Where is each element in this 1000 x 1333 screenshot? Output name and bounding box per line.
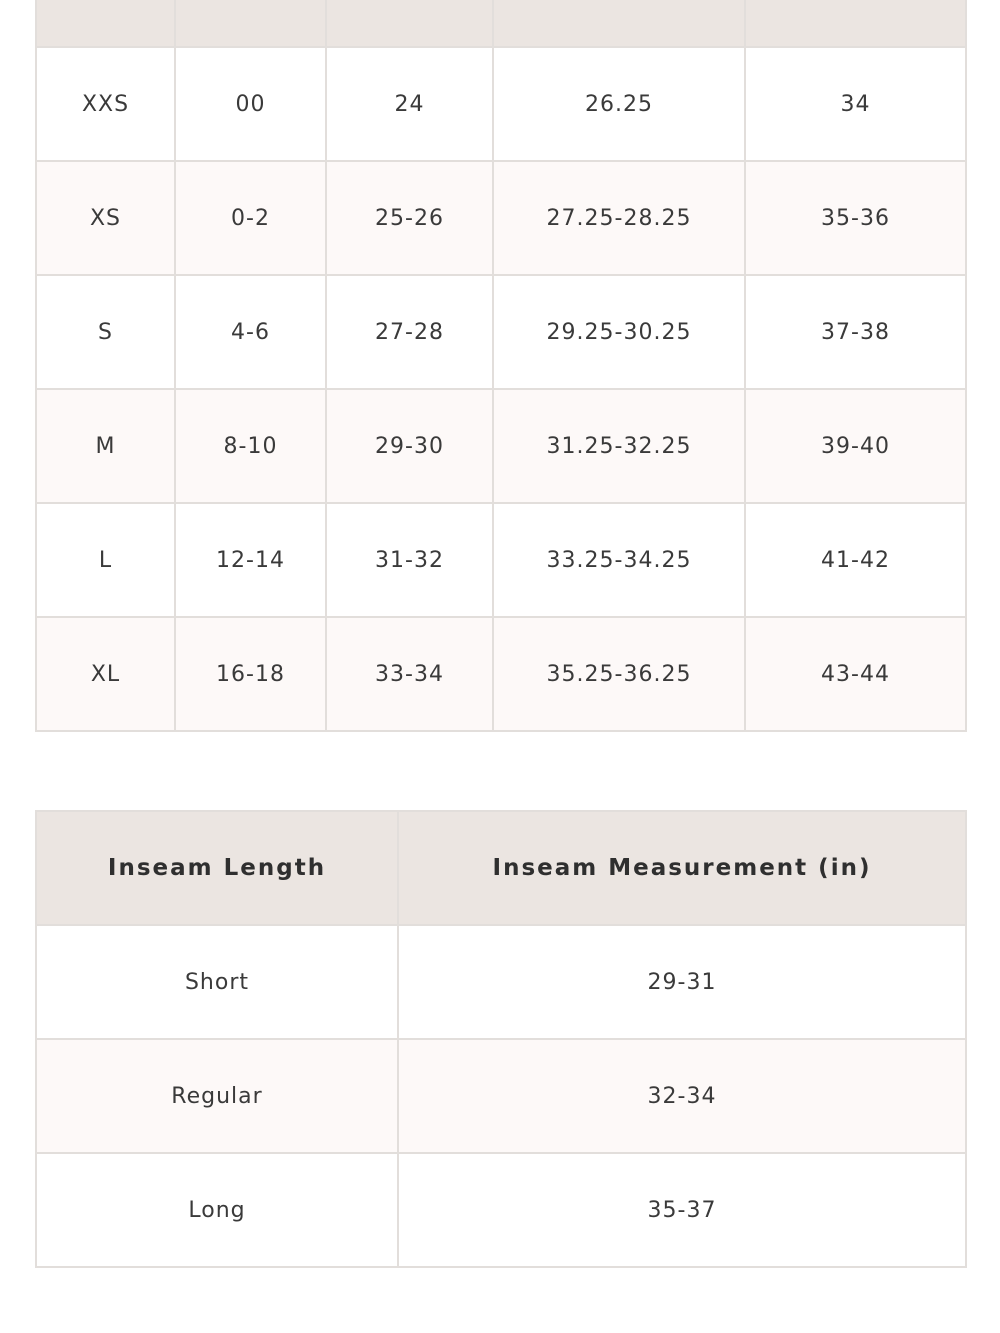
hip-cell: 43-44 <box>745 617 966 731</box>
inseam-measurement-cell: 35-37 <box>398 1153 966 1267</box>
measurement-cell: 35.25-36.25 <box>493 617 745 731</box>
table-row <box>36 1039 966 1153</box>
size-cell: M <box>36 389 175 503</box>
table-row <box>36 47 966 161</box>
table-row <box>36 389 966 503</box>
measurement-cell: 27.25-28.25 <box>493 161 745 275</box>
header-cell <box>326 0 493 47</box>
waist-cell: 31-32 <box>326 503 493 617</box>
measurement-cell: 26.25 <box>493 47 745 161</box>
header-cell <box>36 0 175 47</box>
numeric-size-cell: 16-18 <box>175 617 326 731</box>
numeric-size-cell: 12-14 <box>175 503 326 617</box>
waist-cell: 24 <box>326 47 493 161</box>
size-cell: XL <box>36 617 175 731</box>
table-row <box>36 1153 966 1267</box>
inseam-length-header: Inseam Length <box>36 811 398 925</box>
table-row <box>36 617 966 731</box>
size-chart-table <box>35 0 967 732</box>
inseam-length-cell: Short <box>36 925 398 1039</box>
numeric-size-cell: 4-6 <box>175 275 326 389</box>
hip-cell: 39-40 <box>745 389 966 503</box>
numeric-size-cell: 8-10 <box>175 389 326 503</box>
inseam-length-cell: Long <box>36 1153 398 1267</box>
numeric-size-cell: 0-2 <box>175 161 326 275</box>
measurement-cell: 29.25-30.25 <box>493 275 745 389</box>
inseam-length-cell: Regular <box>36 1039 398 1153</box>
header-cell <box>493 0 745 47</box>
header-cell <box>175 0 326 47</box>
measurement-cell: 31.25-32.25 <box>493 389 745 503</box>
size-cell: L <box>36 503 175 617</box>
measurement-cell: 33.25-34.25 <box>493 503 745 617</box>
table-row <box>36 503 966 617</box>
size-cell: XXS <box>36 47 175 161</box>
inseam-measurement-cell: 32-34 <box>398 1039 966 1153</box>
table-row <box>36 161 966 275</box>
waist-cell: 33-34 <box>326 617 493 731</box>
hip-cell: 35-36 <box>745 161 966 275</box>
header-cell <box>745 0 966 47</box>
size-chart-header-row <box>36 0 966 47</box>
waist-cell: 27-28 <box>326 275 493 389</box>
hip-cell: 34 <box>745 47 966 161</box>
inseam-table <box>35 810 967 1268</box>
size-cell: XS <box>36 161 175 275</box>
waist-cell: 29-30 <box>326 389 493 503</box>
waist-cell: 25-26 <box>326 161 493 275</box>
inseam-header-row <box>36 811 966 925</box>
numeric-size-cell: 00 <box>175 47 326 161</box>
table-row <box>36 925 966 1039</box>
size-cell: S <box>36 275 175 389</box>
hip-cell: 41-42 <box>745 503 966 617</box>
hip-cell: 37-38 <box>745 275 966 389</box>
table-row <box>36 275 966 389</box>
inseam-measurement-header: Inseam Measurement (in) <box>398 811 966 925</box>
inseam-measurement-cell: 29-31 <box>398 925 966 1039</box>
